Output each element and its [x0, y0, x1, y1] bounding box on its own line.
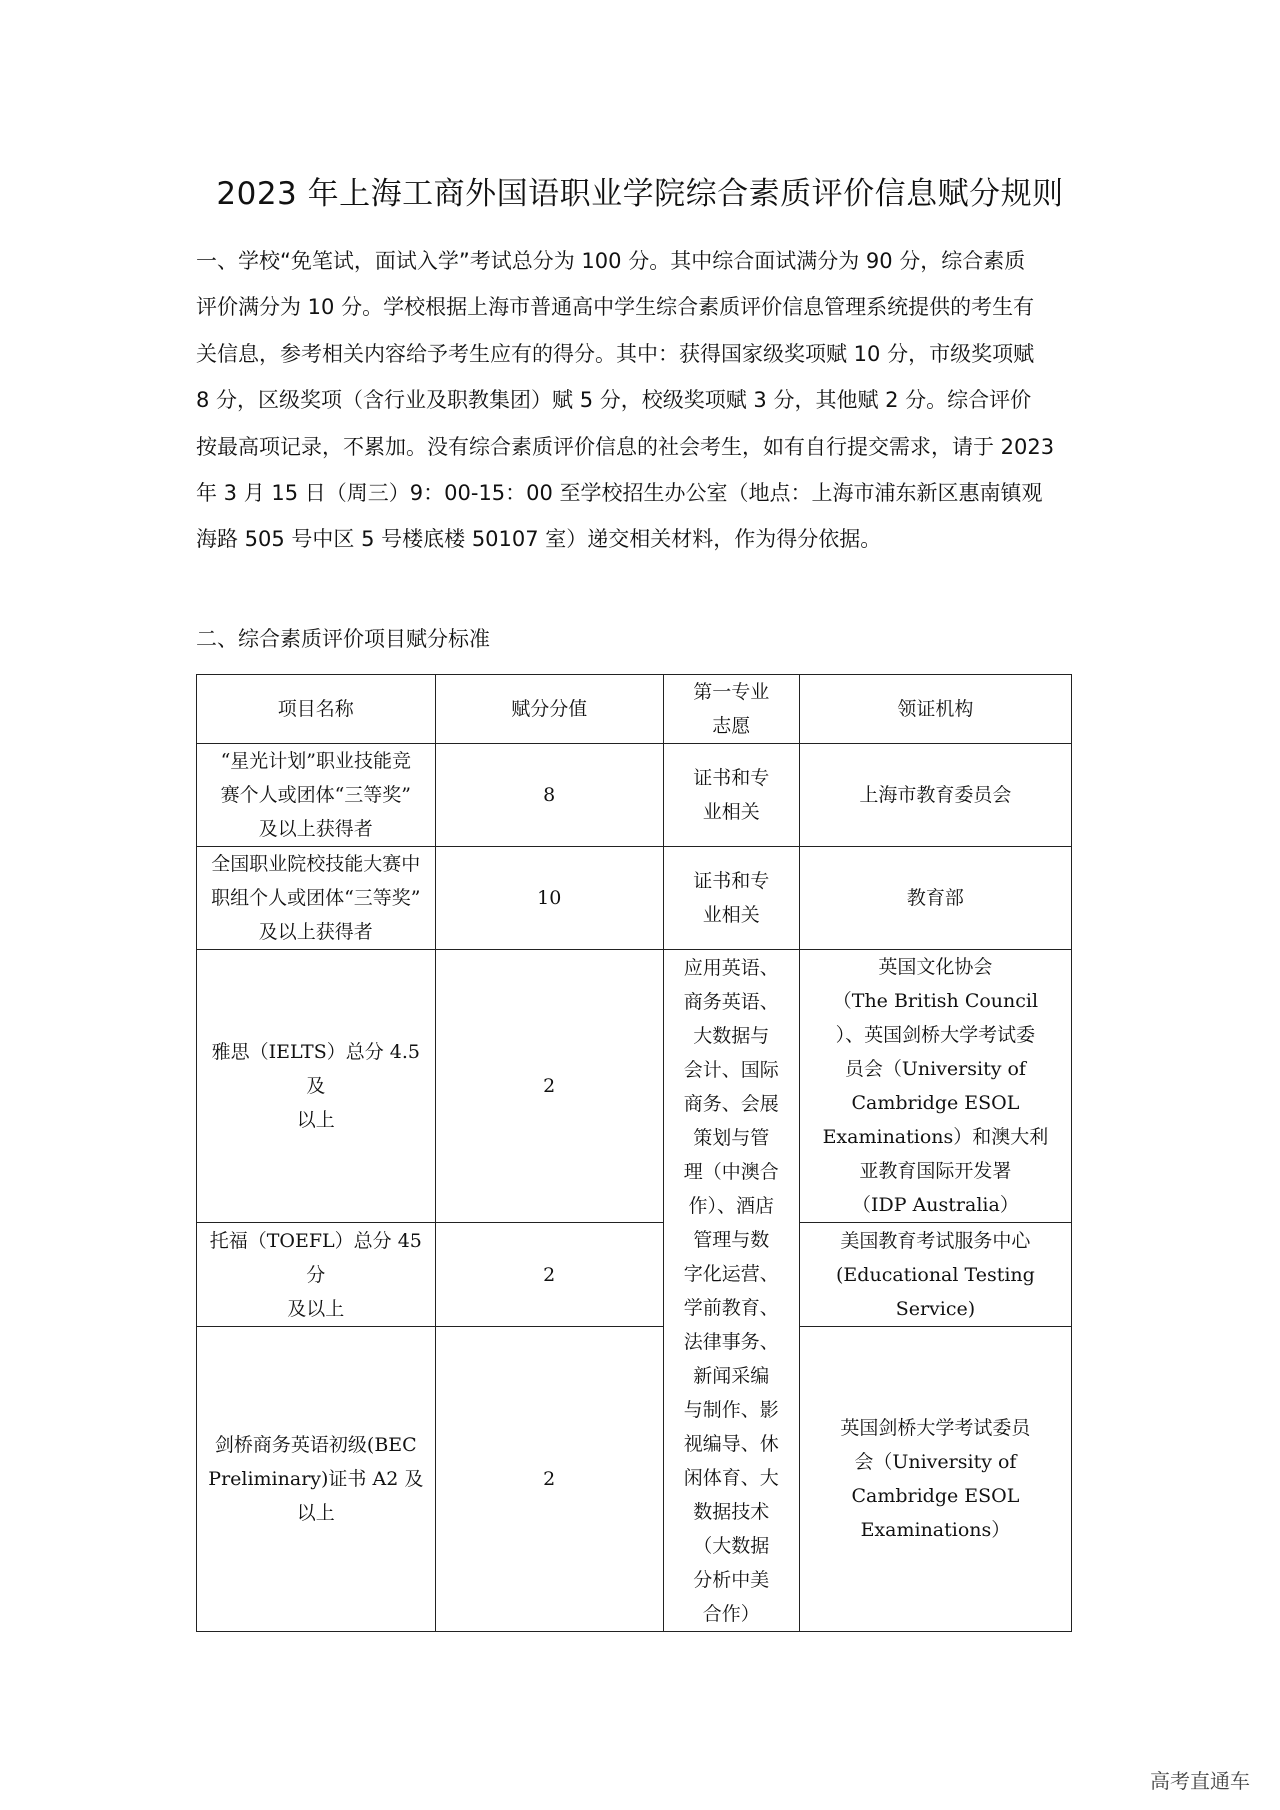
- header-score: 赋分分值: [435, 675, 663, 744]
- document-title: 2023 年上海工商外国语职业学院综合素质评价信息赋分规则: [216, 176, 1064, 212]
- paragraph-line: 一、学校“免笔试，面试入学”考试总分为 100 分。其中综合面试满分为 90 分，综合素质: [196, 249, 1026, 273]
- cell-item-name: 托福（TOEFL）总分 45 分 及以上: [197, 1223, 436, 1327]
- section-1-paragraph: [196, 238, 1096, 563]
- table-row: [197, 847, 1072, 950]
- table-row: [197, 1327, 1072, 1632]
- table-header-row: [197, 675, 1072, 744]
- table-row: [197, 950, 1072, 1223]
- cell-issuing-org: 教育部: [799, 847, 1071, 950]
- cell-score: 2: [435, 1223, 663, 1327]
- cell-major: 证书和专 业相关: [663, 847, 799, 950]
- cell-item-name: 剑桥商务英语初级(BEC Preliminary)证书 A2 及 以上: [197, 1327, 436, 1632]
- paragraph-line: 海路 505 号中区 5 号楼底楼 50107 室）递交相关材料，作为得分依据。: [196, 527, 882, 552]
- paragraph-line: 8 分，区级奖项（含行业及职教集团）赋 5 分，校级奖项赋 3 分，其他赋 2 分。综合评价: [196, 388, 1032, 413]
- header-issuing-org: 领证机构: [799, 675, 1071, 744]
- cell-score: 2: [435, 950, 663, 1223]
- paragraph-line: 按最高项记录，不累加。没有综合素质评价信息的社会考生，如有自行提交需求，请于 2023: [196, 434, 1055, 459]
- table-row: [197, 1223, 1072, 1327]
- paragraph-line: 评价满分为 10 分。学校根据上海市普通高中学生综合素质评价信息管理系统提供的考生有: [196, 295, 1035, 320]
- paragraph-line: 关信息，参考相关内容给予考生应有的得分。其中：获得国家级奖项赋 10 分，市级奖项赋: [196, 341, 1035, 366]
- cell-item-name: 雅思（IELTS）总分 4.5 及 以上: [197, 950, 436, 1223]
- cell-issuing-org: 英国剑桥大学考试委员 会（University of Cambridge ESOL Examinations）: [799, 1327, 1071, 1632]
- cell-major: 证书和专 业相关: [663, 744, 799, 847]
- paragraph-line: 年 3 月 15 日（周三）9：00-15：00 至学校招生办公室（地点：上海市浦东新区惠南镇观: [196, 481, 1043, 506]
- cell-item-name: 全国职业院校技能大赛中 职组个人或团体“三等奖” 及以上获得者: [197, 847, 436, 950]
- table-row: [197, 744, 1072, 847]
- cell-issuing-org: 上海市教育委员会: [799, 744, 1071, 847]
- header-major: 第一专业 志愿: [663, 675, 799, 744]
- cell-issuing-org: 美国教育考试服务中心 (Educational Testing Service): [799, 1223, 1071, 1327]
- cell-issuing-org: 英国文化协会 （The British Council ）、英国剑桥大学考试委 员会（University of Cambridge ESOL Examinations）和澳大利 亚教育国际开发署 （IDP Australia）: [799, 950, 1071, 1223]
- cell-score: 2: [435, 1327, 663, 1632]
- cell-score: 10: [435, 847, 663, 950]
- scoring-table: [196, 674, 1072, 1632]
- header-item-name: 项目名称: [197, 675, 436, 744]
- cell-major: 应用英语、 商务英语、 大数据与 会计、国际 商务、会展 策划与管 理（中澳合 作）、酒店 管理与数 字化运营、 学前教育、 法律事务、 新闻采编 与制作、影 视编导、休 闲体育、大 数据技术 （大数据 分析中美 合作）: [663, 950, 799, 1632]
- watermark-text: 高考直通车: [1150, 1769, 1250, 1793]
- cell-item-name: “星光计划”职业技能竞 赛个人或团体“三等奖” 及以上获得者: [197, 744, 436, 847]
- section-2-heading: 二、综合素质评价项目赋分标准: [196, 627, 490, 651]
- cell-score: 8: [435, 744, 663, 847]
